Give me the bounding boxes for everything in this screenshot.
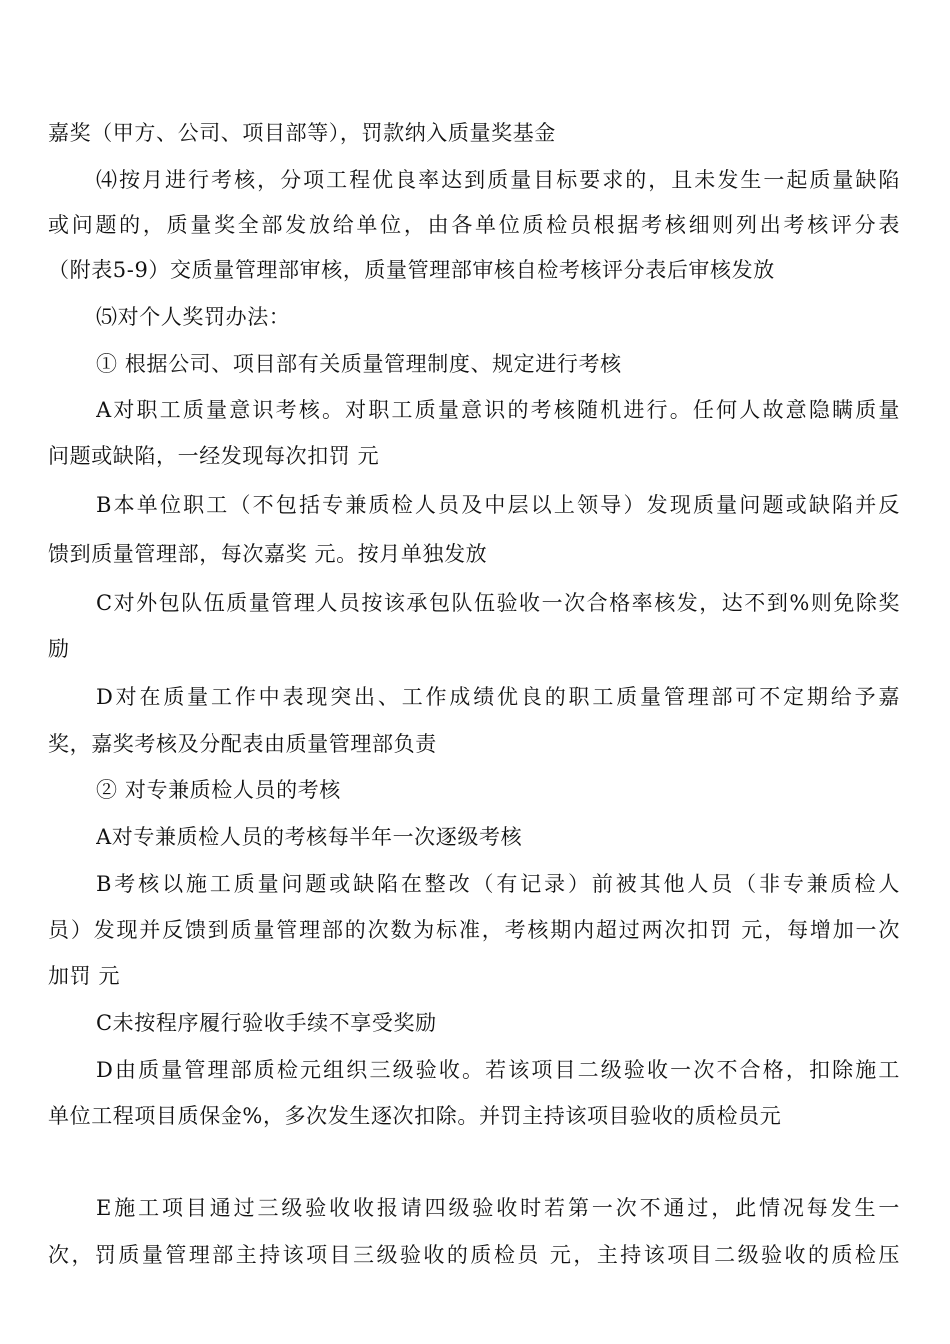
text-line: C对外包队伍质量管理人员按该承包队伍验收一次合格率核发，达不到%则免除奖 bbox=[96, 591, 900, 615]
text-line: 奖，嘉奖考核及分配表由质量管理部负责 bbox=[48, 732, 437, 756]
text-line: ② 对专兼质检人员的考核 bbox=[96, 778, 341, 802]
text-line: E施工项目通过三级验收收报请四级验收时若第一次不通过，此情况每发生一 bbox=[96, 1196, 900, 1220]
text-line: ⑸对个人奖罚办法： bbox=[96, 305, 291, 329]
text-line: D对在质量工作中表现突出、工作成绩优良的职工质量管理部可不定期给予嘉 bbox=[96, 685, 900, 709]
text-line: A对职工质量意识考核。对职工质量意识的考核随机进行。任何人故意隐瞒质量 bbox=[96, 398, 900, 422]
text-line: A对专兼质检人员的考核每半年一次逐级考核 bbox=[96, 825, 523, 849]
text-line: D由质量管理部质检元组织三级验收。若该项目二级验收一次不合格，扣除施工 bbox=[96, 1058, 900, 1082]
text-line: 单位工程项目质保金%，多次发生逐次扣除。并罚主持该项目验收的质检员元 bbox=[48, 1104, 782, 1128]
text-line: C未按程序履行验收手续不享受奖励 bbox=[96, 1011, 437, 1035]
text-line: 加罚 元 bbox=[48, 964, 121, 988]
text-line: 问题或缺陷，一经发现每次扣罚 元 bbox=[48, 444, 380, 468]
text-line: ⑷按月进行考核，分项工程优良率达到质量目标要求的，且未发生一起质量缺陷 bbox=[96, 168, 900, 192]
text-line: 馈到质量管理部，每次嘉奖 元。按月单独发放 bbox=[48, 542, 488, 566]
text-line: B本单位职工（不包括专兼质检人员及中层以上领导）发现质量问题或缺陷并反 bbox=[96, 493, 900, 517]
text-line: B考核以施工质量问题或缺陷在整改（有记录）前被其他人员（非专兼质检人 bbox=[96, 872, 900, 896]
text-line: 员）发现并反馈到质量管理部的次数为标准，考核期内超过两次扣罚 元，每增加一次 bbox=[48, 918, 900, 942]
text-line: ① 根据公司、项目部有关质量管理制度、规定进行考核 bbox=[96, 352, 622, 376]
text-line: 或问题的，质量奖全部发放给单位，由各单位质检员根据考核细则列出考核评分表 bbox=[48, 213, 900, 237]
text-line: 励 bbox=[48, 637, 70, 661]
text-line: 次，罚质量管理部主持该项目三级验收的质检员 元，主持该项目二级验收的质检压 bbox=[48, 1243, 900, 1267]
text-line: 嘉奖（甲方、公司、项目部等），罚款纳入质量奖基金 bbox=[48, 121, 556, 145]
text-line: （附表5-9）交质量管理部审核，质量管理部审核自检考核评分表后审核发放 bbox=[48, 258, 775, 282]
